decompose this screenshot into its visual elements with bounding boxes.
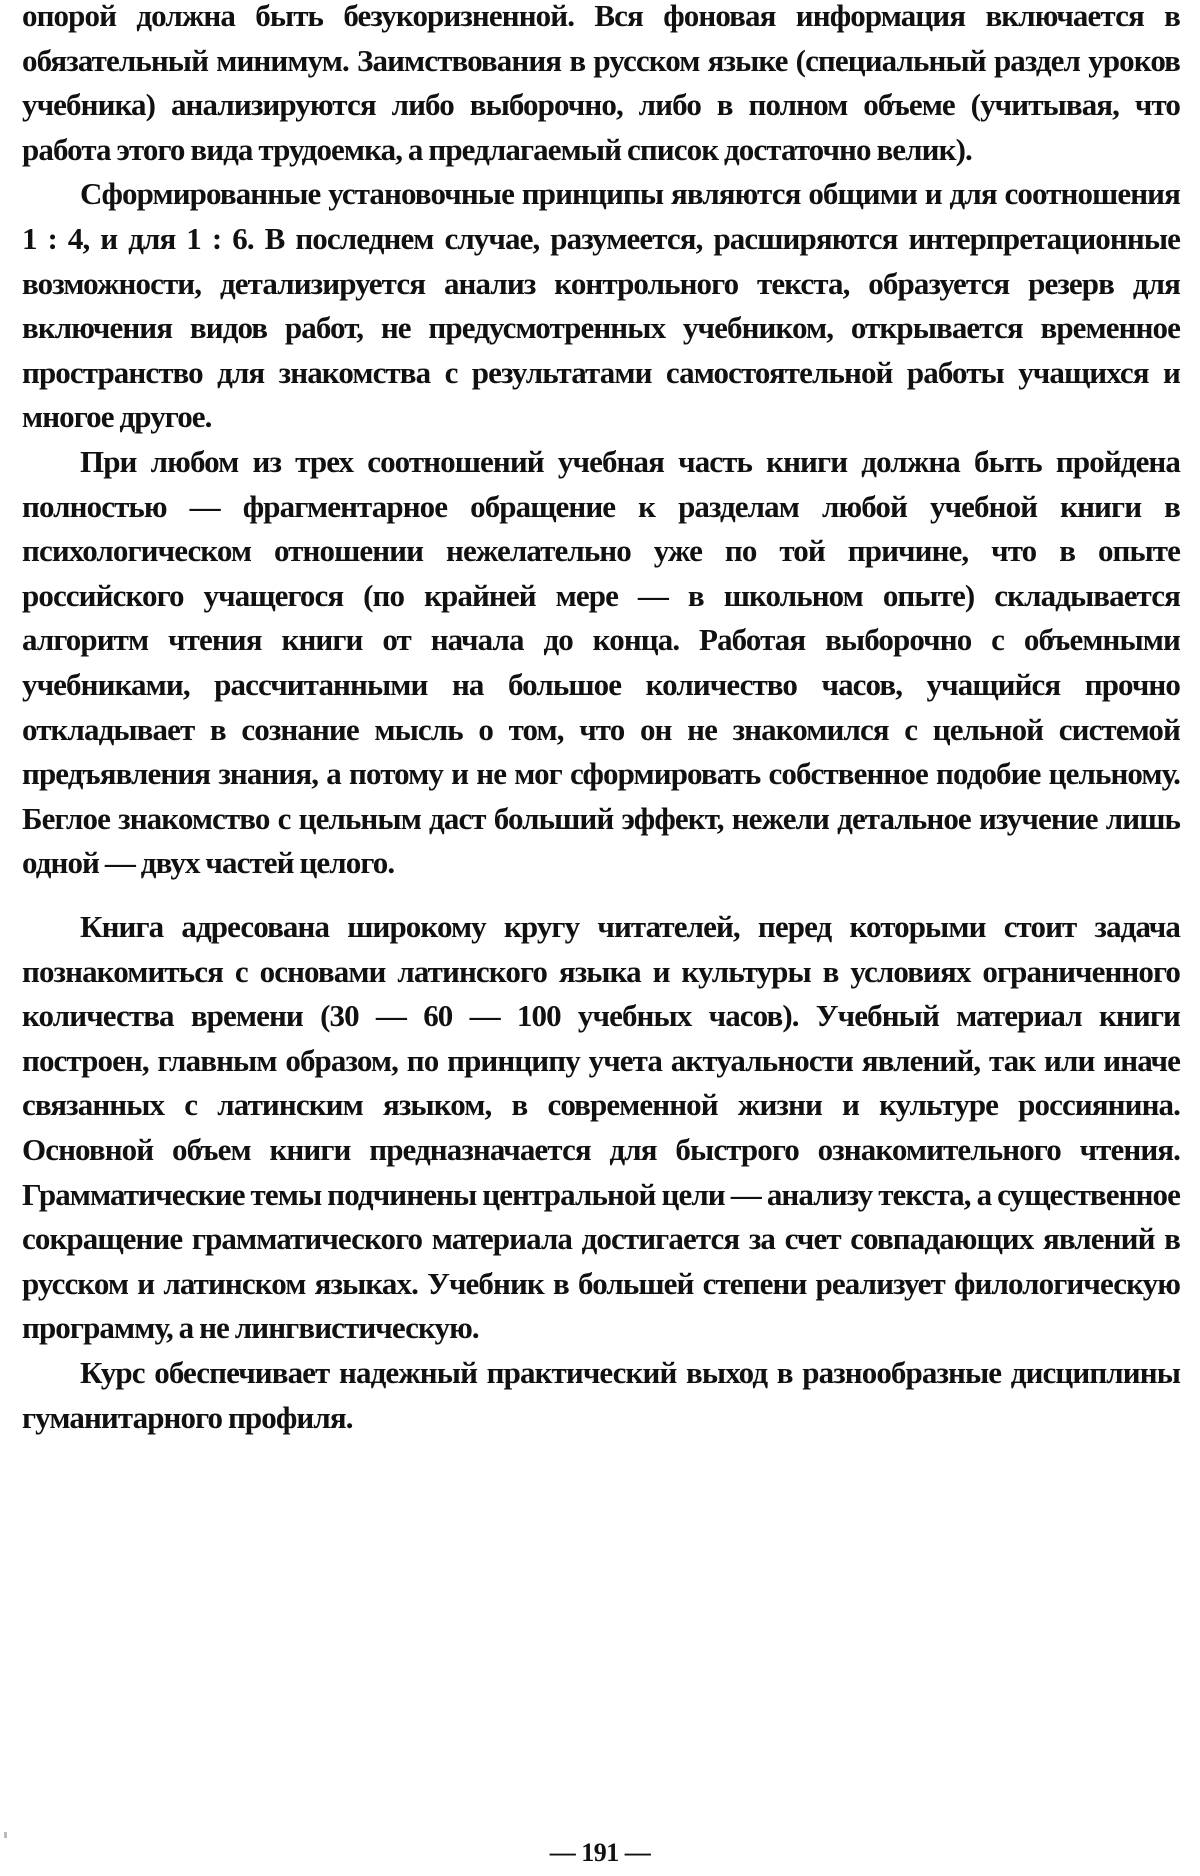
paragraph-principles: Сформированные установочные принципы являются общими и для соотношения 1 : 4, и для 1 : 6. В последнем случае, разумеется, расширяются интерпретационные возможности, детализируется анализ контрольного текста, образуется резерв для включения видов работ, не предусмотренных учебником, открывается временное пространство для знакомства с результатами самостоятельной работы учащихся и многое другое. <box>22 176 1180 435</box>
paragraph-course-outcome: Курс обеспечивает надежный практический выход в разнообразные дисциплины гуманитарного профиля. <box>22 1354 1180 1435</box>
text-section-bottom <box>22 905 1180 1440</box>
paragraph-continuation: опорой должна быть безукоризненной. Вся фоновая информация включается в обязательный минимум. Заимствования в русском языке (специальный раздел уроков учебника) анализируются либо выборочно, либо в полном объеме (учитывая, что работа этого вида трудоемка, а предлагаемый список достаточно велик). <box>22 0 1180 167</box>
paragraph-ratios: При любом из трех соотношений учебная часть книги должна быть пройдена полностью — фрагментарное обращение к разделам любой учебной книги в психологическом отношении нежелательно уже по той причине, что в опыте российского учащегося (по крайней мере — в школьном опыте) складывается алгоритм чтения книги от начала до конца. Работая выборочно с объемными учебниками, рассчитанными на большое количество часов, учащийся прочно откладывает в сознание мысль о том, что он не знакомился с цельной системой предъявления знания, а потому и не мог сформировать собственное подобие цельному. Беглое знакомство с цельным даст больший эффект, нежели детальное изучение лишь одной — двух частей целого. <box>22 443 1180 881</box>
page-number: — 191 — <box>549 1838 651 1867</box>
text-section-top <box>22 0 1180 886</box>
paragraph-audience: Книга адресована широкому кругу читателей, перед которыми стоит задача познакомиться с основами латинского языка и культуры в условиях ограниченного количества времени (30 — 60 — 100 учебных часов). Учебный материал книги построен, главным образом, по принципу учета актуальности явлений, так или иначе связанных с латинским языком, в современной жизни и культуре россиянина. Основной объем книги предназначается для быстрого ознакомительного чтения. Грамматические темы подчинены центральной цели — анализу текста, а существенное сокращение грамматического материала достигается за счет совпадающих явлений в русском и латинском языках. Учебник в большей степени реализует филологическую программу, а не лингвистическую. <box>22 909 1180 1346</box>
